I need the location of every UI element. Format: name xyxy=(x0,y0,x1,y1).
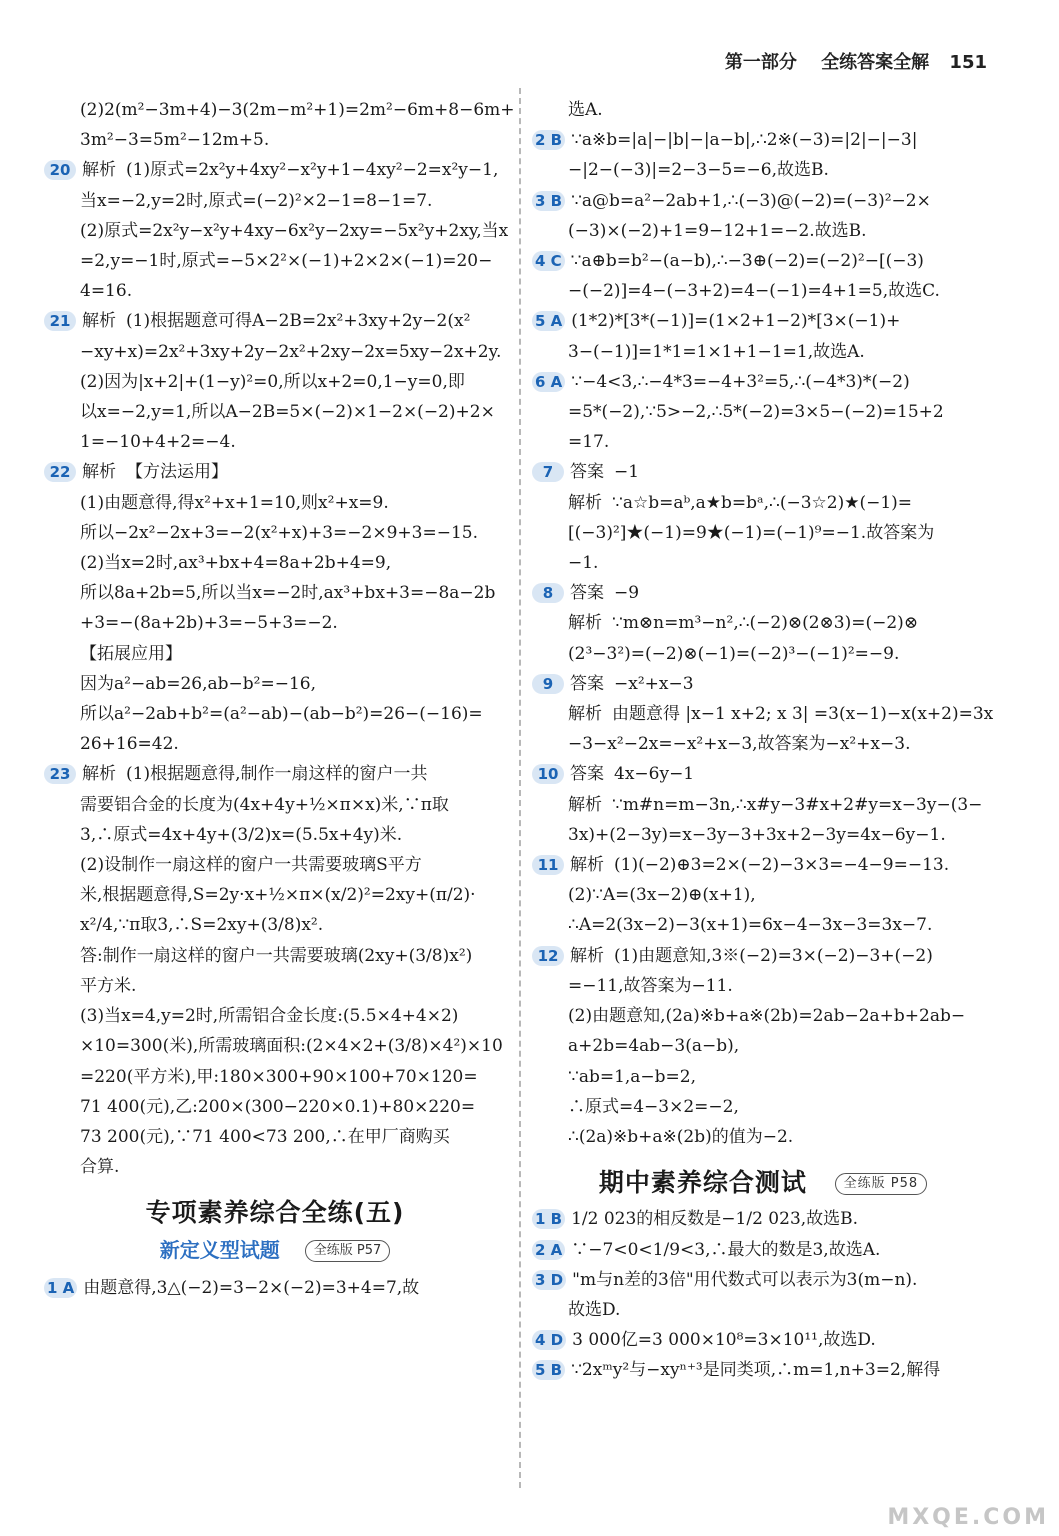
answer-text: (2)设制作一扇这样的窗户一共需要玻璃S平方 xyxy=(80,855,422,876)
answer-line xyxy=(532,427,994,457)
answer-text: ∴A=2(3x−2)−3(x+1)=6x−4−3x−3=3x−7. xyxy=(568,915,933,936)
question-number: 6 A xyxy=(532,372,565,392)
question-number: 1 B xyxy=(532,1209,565,1229)
midterm-answer-lines xyxy=(532,1204,994,1385)
question-number: 4 D xyxy=(532,1330,566,1350)
answer-text: −xy+x)=2x²+3xy+2y−2x²+2xy−2x=5xy−2x+2y. xyxy=(80,341,502,362)
answer-line xyxy=(532,276,994,306)
section-title: 专项素养综合全练(五) xyxy=(145,1198,405,1228)
answer-line xyxy=(532,790,994,820)
answer-text: ∵a@b=a²−2ab+1,∴(−3)@(−2)=(−3)²−2× xyxy=(571,190,931,211)
answer-line xyxy=(44,1122,506,1152)
answer-line xyxy=(532,1001,994,1031)
answer-text: (1)根据题意可得A−2B=2x²+3xy+2y−2(x² xyxy=(126,311,471,332)
question-number: 1 A xyxy=(44,1278,77,1298)
left-column xyxy=(44,95,515,1303)
left-answer-lines xyxy=(44,95,515,1182)
answer-line xyxy=(44,427,506,457)
answer-text: 1/2 023的相反数是−1/2 023,故选B. xyxy=(571,1209,859,1230)
answer-line xyxy=(44,910,506,940)
answer-text: (2)因为|x+2|+(1−y)²=0,所以x+2=0,1−y=0,即 xyxy=(80,371,465,392)
answer-label: 解析 xyxy=(568,613,602,634)
answer-line xyxy=(532,518,994,548)
answer-line xyxy=(44,518,506,548)
answer-text: a+2b=4ab−3(a−b), xyxy=(568,1036,740,1057)
question-number: 11 xyxy=(532,855,564,875)
answer-line xyxy=(532,941,994,971)
answer-line xyxy=(44,457,506,487)
answer-line xyxy=(532,548,994,578)
answer-text: =−11,故答案为−11. xyxy=(568,975,733,996)
answer-line xyxy=(44,216,509,246)
answer-text: −1. xyxy=(568,553,599,574)
answer-text: 26+16=42. xyxy=(80,734,179,755)
answer-line xyxy=(532,1062,994,1092)
watermark: MXQE.COM xyxy=(887,1505,1049,1530)
right-answer-lines xyxy=(532,95,994,1152)
answer-line xyxy=(44,941,506,971)
page-header xyxy=(725,48,987,74)
answer-line xyxy=(44,850,506,880)
question-number: 8 xyxy=(532,583,564,603)
answer-text: =17. xyxy=(568,432,610,453)
answer-text: −(−2)]=4−(−3+2)=4−(−1)=4+1=5,故选C. xyxy=(568,281,940,302)
answer-line xyxy=(532,186,994,216)
answer-line xyxy=(44,186,506,216)
answer-text: 所以a²−2ab+b²=(a²−ab)−(ab−b²)=26−(−16)= xyxy=(80,704,483,725)
answer-text: (1)由题意知,3※(−2)=3×(−2)−3+(−2) xyxy=(614,945,933,966)
answer-text: (1*2)*[3*(−1)]=(1×2+1−2)*[3×(−1)+ xyxy=(571,311,901,332)
answer-text: 因为a²−ab=26,ab−b²=−16, xyxy=(80,673,316,694)
answer-text: ∵2xᵐy²与−xyⁿ⁺³是同类项,∴m=1,n+3=2,解得 xyxy=(571,1360,941,1381)
answer-text: (3)当x=4,y=2时,所需铝合金长度:(5.5×4+4×2) xyxy=(80,1006,459,1027)
question-number: 4 C xyxy=(532,251,565,271)
answer-line xyxy=(44,397,506,427)
answer-label: 解析 xyxy=(568,704,602,725)
answer-line xyxy=(532,639,994,669)
right-column xyxy=(532,95,994,1386)
section-subtitle-text: 新定义型试题 xyxy=(159,1237,280,1262)
column-divider xyxy=(519,88,521,1488)
header-part: 第一部分 xyxy=(724,52,797,73)
answer-line xyxy=(44,548,506,578)
answer-line xyxy=(44,729,506,759)
answer-label: 解析 xyxy=(82,764,116,785)
answer-text: 米,根据题意得,S=2y·x+½×π×(x/2)²=2xy+(π/2)· xyxy=(80,885,476,906)
answer-text: 平方米. xyxy=(80,975,137,996)
answer-label: 解析 xyxy=(82,462,116,483)
answer-line xyxy=(532,1092,994,1122)
answer-text: ×10=300(米),所需玻璃面积:(2×4×2+(3/8)×4²)×10 xyxy=(80,1036,503,1057)
answer-text: 4x−6y−1 xyxy=(614,764,695,785)
answer-text: x²/4,∵π取3,∴S=2xy+(3/8)x². xyxy=(80,915,324,936)
answer-text: 需要铝合金的长度为(4x+4y+½×π×x)米,∵π取 xyxy=(80,794,449,815)
answer-line xyxy=(532,246,994,276)
question-number: 2 A xyxy=(532,1240,565,1260)
question-number: 22 xyxy=(44,462,76,482)
answer-line xyxy=(44,790,506,820)
answer-text: (1)原式=2x²y+4xy²−x²y+1−4xy²−2=x²y−1, xyxy=(126,160,499,181)
answer-line xyxy=(532,488,994,518)
answer-text: ∵−4<3,∴−4*3=−4+3²=5,∴(−4*3)*(−2) xyxy=(571,371,910,392)
answer-label: 解析 xyxy=(568,794,602,815)
answer-text: +3=−(8a+2b)+3=−5+3=−2. xyxy=(80,613,338,634)
answer-line xyxy=(44,1092,506,1122)
answer-line xyxy=(532,1235,994,1265)
answer-text: 71 400(元),乙:200×(300−220×0.1)+80×220= xyxy=(80,1096,476,1117)
question-number: 5 A xyxy=(532,311,565,331)
answer-line xyxy=(532,759,994,789)
answer-label: 解析 xyxy=(568,492,602,513)
answer-text: 3m²−3=5m²−12m+5. xyxy=(80,130,270,151)
answer-text: ∵ab=1,a−b=2, xyxy=(568,1066,697,1087)
answer-text: 3 000亿=3 000×10⁸=3×10¹¹,故选D. xyxy=(572,1330,876,1351)
answer-line xyxy=(532,125,994,155)
answer-text: (2)由题意知,(2a)※b+a※(2b)=2ab−2a+b+2ab− xyxy=(568,1006,966,1027)
answer-line xyxy=(44,1273,506,1303)
answer-line xyxy=(44,578,506,608)
answer-line xyxy=(44,669,506,699)
answer-text: (2³−3²)=(−2)⊗(−1)=(−2)³−(−1)²=−9. xyxy=(568,643,900,664)
section-answer-lines xyxy=(44,1273,506,1303)
answer-line xyxy=(532,699,994,729)
question-number: 3 B xyxy=(532,191,565,211)
answer-text: (2)当x=2时,ax³+bx+4=8a+2b+4=9, xyxy=(80,553,392,574)
page-number: 151 xyxy=(949,52,987,73)
answer-line xyxy=(532,820,994,850)
answer-text: 4=16. xyxy=(80,281,133,302)
answer-text: 【拓展应用】 xyxy=(80,643,182,664)
midterm-title xyxy=(532,1168,994,1198)
question-number: 3 D xyxy=(532,1270,566,1290)
answer-line xyxy=(532,216,994,246)
answer-line xyxy=(44,971,506,1001)
answer-text: ∴(2a)※b+a※(2b)的值为−2. xyxy=(568,1126,794,1147)
answer-line xyxy=(44,820,506,850)
answer-label: 解析 xyxy=(570,855,604,876)
answer-text: 所以8a+2b=5,所以当x=−2时,ax³+bx+3=−8a−2b xyxy=(80,583,496,604)
answer-line xyxy=(44,639,506,669)
answer-text: 由题意得 |x−1 x+2; x 3| =3(x−1)−x(x+2)=3x xyxy=(612,704,994,725)
answer-text: ∴原式=4−3×2=−2, xyxy=(568,1096,739,1117)
question-number: 23 xyxy=(44,764,76,784)
answer-text: 所以−2x²−2x+3=−2(x²+x)+3=−2×9+3=−15. xyxy=(80,522,478,543)
answer-line xyxy=(44,880,506,910)
answer-text: =2,y=−1时,原式=−5×2²×(−1)+2×2×(−1)=20− xyxy=(80,251,493,272)
question-number: 21 xyxy=(44,311,76,331)
answer-text: 选A. xyxy=(568,100,603,120)
page-ref-badge: 全练版 P57 xyxy=(305,1240,391,1262)
answer-line xyxy=(532,910,994,940)
answer-line xyxy=(532,1265,994,1295)
question-number: 12 xyxy=(532,946,564,966)
midterm-ref-badge: 全练版 P58 xyxy=(835,1173,928,1195)
answer-line xyxy=(532,397,994,427)
question-number: 10 xyxy=(532,764,564,784)
answer-line xyxy=(532,1325,994,1355)
answer-text: =220(平方米),甲:180×300+90×100+70×120= xyxy=(80,1066,478,1087)
section-subtitle xyxy=(44,1235,506,1265)
answer-line xyxy=(532,971,994,1001)
answer-label: 解析 xyxy=(82,160,116,181)
question-number: 7 xyxy=(532,462,564,482)
answer-line xyxy=(532,729,994,759)
answer-line xyxy=(532,850,994,880)
answer-line xyxy=(44,155,506,185)
midterm-title-text: 期中素养综合测试 xyxy=(598,1168,807,1198)
answer-label: 答案 xyxy=(570,462,604,483)
answer-line xyxy=(44,488,506,518)
answer-line xyxy=(532,1295,994,1325)
answer-line xyxy=(44,306,506,336)
answer-text: [(−3)²]★(−1)=9★(−1)=(−1)⁹=−1.故答案为 xyxy=(568,522,935,543)
answer-text: ∵a⊕b=b²−(a−b),∴−3⊕(−2)=(−2)²−[(−3) xyxy=(570,251,924,272)
answer-line xyxy=(532,155,994,185)
answer-text: 3x)+(2−3y)=x−3y−3+3x+2−3y=4x−6y−1. xyxy=(568,824,946,845)
answer-text: (2)∵A=(3x−2)⊕(x+1), xyxy=(568,885,756,906)
answer-line xyxy=(44,276,506,306)
answer-text: ∵a※b=|a|−|b|−|a−b|,∴2※(−3)=|2|−|−3| xyxy=(571,130,918,151)
answer-text: 故选D. xyxy=(568,1299,621,1320)
answer-line xyxy=(532,306,994,336)
answer-text: (2)原式=2x²y−x²y+4xy−6x²y−2xy=−5x²y+2xy,当x xyxy=(80,220,509,241)
answer-line xyxy=(532,1355,994,1385)
answer-line xyxy=(532,367,994,397)
answer-text: −3−x²−2x=−x²+x−3,故答案为−x²+x−3. xyxy=(568,734,911,755)
answer-line xyxy=(44,759,506,789)
answer-text: =5*(−2),∵5>−2,∴5*(−2)=3×5−(−2)=15+2 xyxy=(568,402,944,423)
answer-label: 解析 xyxy=(82,311,116,332)
answer-line xyxy=(44,1152,506,1182)
answer-text: 答:制作一扇这样的窗户一共需要玻璃(2xy+(3/8)x²) xyxy=(80,945,473,966)
answer-line xyxy=(532,880,994,910)
answer-text: ∵−7<0<1/9<3,∴最大的数是3,故选A. xyxy=(571,1239,881,1260)
answer-text: ∵m#n=m−3n,∴x#y−3#x+2#y=x−3y−(3− xyxy=(612,794,983,815)
question-number: 5 B xyxy=(532,1360,565,1380)
answer-label: 答案 xyxy=(570,583,604,604)
answer-line xyxy=(532,1122,994,1152)
answer-text: −1 xyxy=(614,462,640,483)
answer-label: 答案 xyxy=(570,764,604,785)
header-section: 全练答案全解 xyxy=(821,52,930,73)
answer-line xyxy=(532,1204,994,1234)
answer-line xyxy=(532,337,994,367)
answer-text: (1)由题意得,得x²+x+1=10,则x²+x=9. xyxy=(80,492,389,513)
answer-label: 答案 xyxy=(570,673,604,694)
answer-text: ∵a☆b=aᵇ,a★b=bᵃ,∴(−3☆2)★(−1)= xyxy=(612,492,913,513)
answer-line xyxy=(44,367,506,397)
answer-label: 解析 xyxy=(570,945,604,966)
answer-text: 合算. xyxy=(80,1157,120,1178)
answer-text: (−3)×(−2)+1=9−12+1=−2.故选B. xyxy=(568,220,867,241)
answer-text: 3−(−1)]=1*1=1×1+1−1=1,故选A. xyxy=(568,341,865,362)
answer-line xyxy=(44,95,515,125)
answer-text: 1=−10+4+2=−4. xyxy=(80,432,236,453)
answer-line xyxy=(44,608,506,638)
answer-text: −x²+x−3 xyxy=(614,673,694,694)
question-number: 2 B xyxy=(532,130,565,150)
answer-line xyxy=(44,699,506,729)
answer-text: 73 200(元),∵71 400<73 200,∴在甲厂商购买 xyxy=(80,1126,450,1147)
answer-line xyxy=(532,578,994,608)
answer-text: −|2−(−3)|=2−3−5=−6,故选B. xyxy=(568,160,829,181)
answer-text: 以x=−2,y=1,所以A−2B=5×(−2)×1−2×(−2)+2× xyxy=(80,402,495,423)
answer-text: 当x=−2,y=2时,原式=(−2)²×2−1=8−1=7. xyxy=(80,190,433,211)
answer-line xyxy=(44,246,506,276)
answer-line xyxy=(532,669,994,699)
answer-text: −9 xyxy=(614,583,640,604)
answer-text: (1)(−2)⊕3=2×(−2)−3×3=−4−9=−13. xyxy=(614,855,950,876)
answer-line xyxy=(44,1031,506,1061)
answer-line xyxy=(44,1062,506,1092)
answer-text: "m与n差的3倍"用代数式可以表示为3(m−n). xyxy=(572,1269,918,1290)
answer-line xyxy=(532,95,994,125)
answer-text: 【方法运用】 xyxy=(126,462,228,483)
answer-line xyxy=(44,1001,506,1031)
answer-line xyxy=(532,608,994,638)
answer-text: 3,∴原式=4x+4y+(3/2)x=(5.5x+4y)米. xyxy=(80,824,403,845)
answer-text: 由题意得,3△(−2)=3−2×(−2)=3+4=7,故 xyxy=(83,1277,420,1298)
question-number: 20 xyxy=(44,160,76,180)
answer-text: (1)根据题意得,制作一扇这样的窗户一共 xyxy=(126,764,428,785)
answer-text: ∵m⊗n=m³−n²,∴(−2)⊗(2⊗3)=(−2)⊗ xyxy=(612,613,919,634)
question-number: 9 xyxy=(532,674,564,694)
answer-text: (2)2(m²−3m+4)−3(2m−m²+1)=2m²−6m+8−6m+ xyxy=(80,100,515,120)
answer-line xyxy=(44,337,506,367)
answer-line xyxy=(532,1031,994,1061)
answer-line xyxy=(532,457,994,487)
answer-line xyxy=(44,125,506,155)
